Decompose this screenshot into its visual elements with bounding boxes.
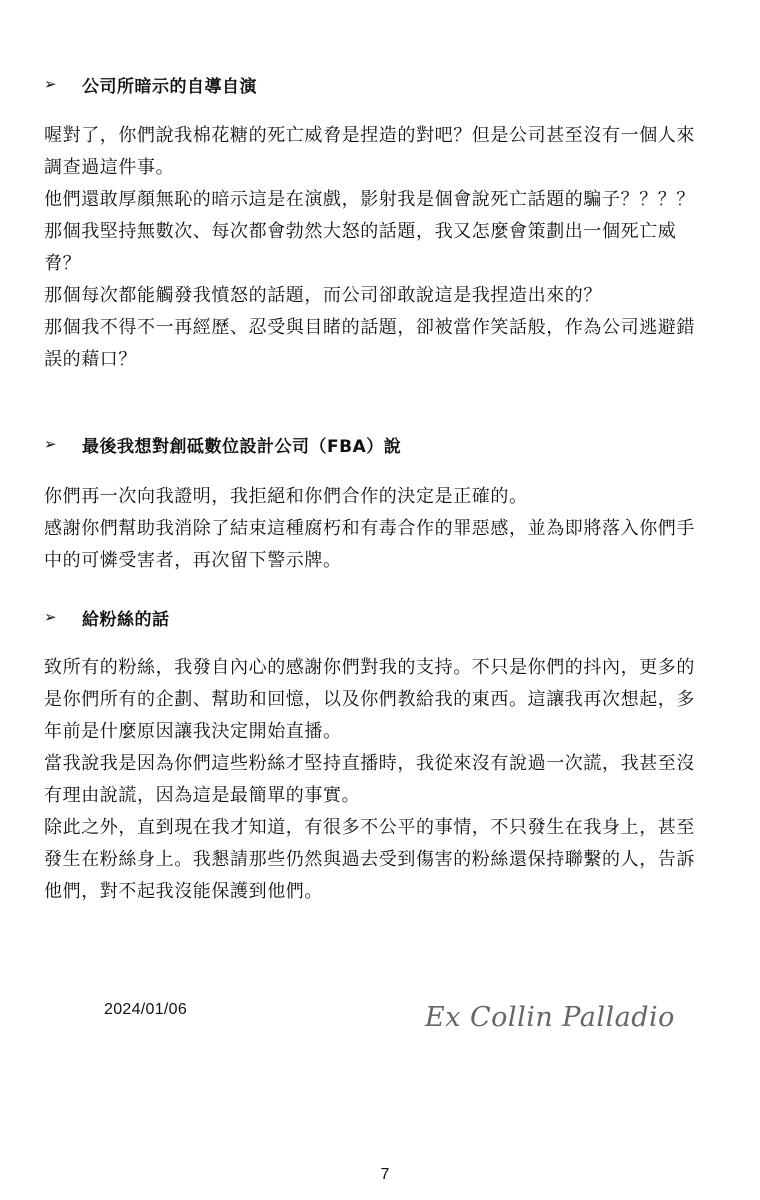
section-body-fba (44, 481, 709, 577)
arrow-bullet-icon: ➢ (44, 75, 58, 93)
paragraph-line: 除此之外，直到現在我才知道，有很多不公平的事情，不只發生在我身上，甚至發生在粉絲身上。我懇請那些仍然與過去受到傷害的粉絲還保持聯繫的人，告訴他們，對不起我沒能保護到他們。 (44, 817, 695, 902)
arrow-bullet-icon: ➢ (44, 608, 58, 626)
section-heading-text: 公司所暗示的自導自演 (82, 76, 257, 97)
section-heading-staged (44, 69, 257, 99)
paragraph-line: 當我說我是因為你們這些粉絲才堅持直播時，我從來沒有說過一次謊，我甚至沒有理由說謊，因為這是最簡單的事實。 (44, 753, 695, 806)
document-date: 2024/01/06 (104, 1001, 188, 1018)
section-heading-fans (44, 602, 170, 632)
section-heading-fba (44, 429, 401, 459)
section-body-fans (44, 652, 709, 908)
paragraph-line: 他們還敢厚顏無恥的暗示這是在演戲，影射我是個會說死亡話題的騙子？？？？ (44, 189, 695, 210)
signature: Ex Collin Palladio (425, 1002, 675, 1033)
section-body-staged (44, 120, 709, 376)
paragraph-line: 感謝你們幫助我消除了結束這種腐朽和有毒合作的罪惡感，並為即將落入你們手中的可憐受害者，再次留下警示牌。 (44, 518, 695, 571)
paragraph-line: 那個我不得不一再經歷、忍受與目睹的話題，卻被當作笑話般，作為公司逃避錯誤的藉口？ (44, 317, 695, 370)
paragraph-line: 你們再一次向我證明，我拒絕和你們合作的決定是正確的。 (44, 486, 528, 507)
section-heading-text: 給粉絲的話 (82, 609, 170, 630)
paragraph-line: 那個每次都能觸發我憤怒的話題，而公司卻敢說這是我捏造出來的？ (44, 285, 602, 306)
section-heading-text: 最後我想對創砥數位設計公司（FBA）說 (82, 436, 402, 457)
paragraph-line: 致所有的粉絲，我發自內心的感謝你們對我的支持。不只是你們的抖內，更多的是你們所有的企劃、幫助和回憶，以及你們教給我的東西。這讓我再次想起，多年前是什麼原因讓我決定開始直播。 (44, 657, 695, 742)
page-number: 7 (380, 1166, 390, 1183)
paragraph-line: 那個我堅持無數次、每次都會勃然大怒的話題，我又怎麼會策劃出一個死亡威脅？ (44, 221, 677, 274)
arrow-bullet-icon: ➢ (44, 435, 58, 453)
paragraph-line: 喔對了，你們說我棉花糖的死亡威脅是捏造的對吧？但是公司甚至沒有一個人來調查過這件事。 (44, 125, 695, 178)
